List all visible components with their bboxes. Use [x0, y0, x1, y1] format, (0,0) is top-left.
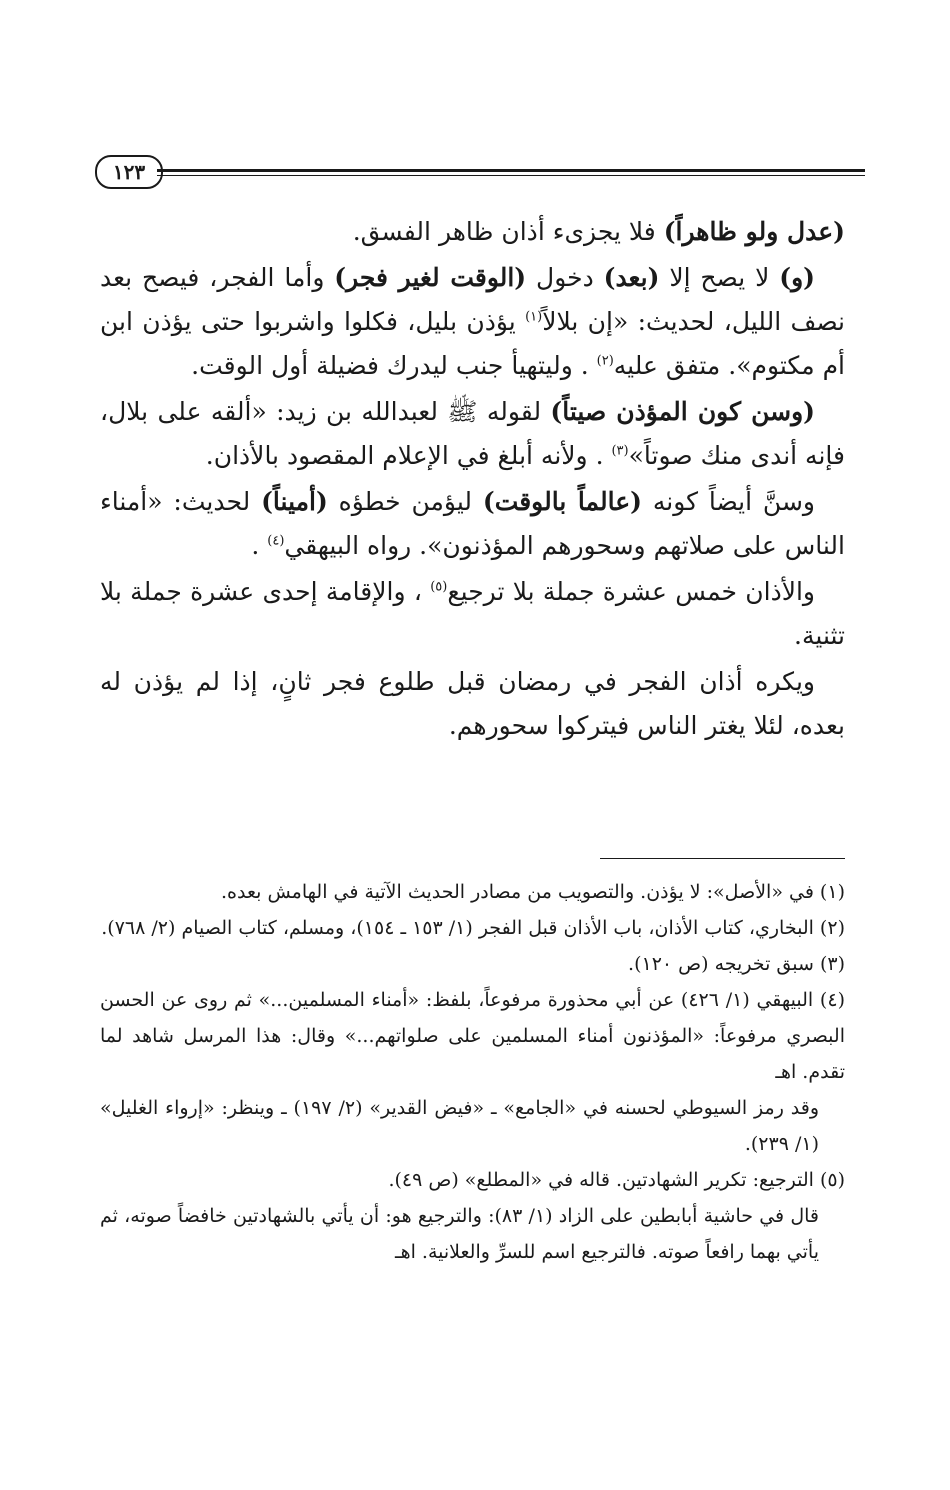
footnote-4-continued: وقد رمز السيوطي لحسنه في «الجامع» ـ «فيض القدير» (٢/ ١٩٧) ـ وينظر: «إرواء الغليل» (١/ ٢٣٩). — [100, 1097, 819, 1155]
footnote-ref-3: (٣) — [611, 443, 629, 459]
paragraph-3 — [100, 390, 845, 478]
text-span: . ولأنه أبلغ في الإعلام المقصود بالأذان. — [205, 441, 612, 470]
page-number: ١٢٣ — [95, 155, 163, 189]
text-span: وأما الفجر، فيصح بعد نصف الليل، لحديث: «إن بلالاً — [100, 263, 845, 336]
text-span: . وليتهيأ جنب ليدرك فضيلة أول الوقت. — [191, 351, 597, 380]
bold-term: (وسن كون المؤذن صيتاً) — [550, 397, 815, 426]
text-span: وسنَّ أيضاً كونه — [641, 487, 815, 516]
footnote-ref-5: (٥) — [430, 579, 448, 595]
main-text — [100, 210, 845, 750]
text-span: دخول — [526, 263, 604, 292]
footnotes — [100, 874, 845, 1270]
bold-term: (عالماً بالوقت) — [482, 487, 642, 516]
footnote-ref-2: (٢) — [596, 353, 614, 369]
bold-term: (أميناً) — [261, 487, 328, 516]
footnote-1: (١) في «الأصل»: لا يؤذن. والتصويب من مصادر الحديث الآتية في الهامش بعده. — [221, 881, 845, 903]
bold-term: (الوقت لغير فجر) — [334, 263, 527, 292]
text-span: يؤذن بليل، فكلوا واشربوا حتى يؤذن ابن أم مكتوم». متفق عليه — [100, 307, 845, 380]
text-span: لا يصح إلا — [659, 263, 780, 292]
text-span: فلا يجزىء أذان ظاهر الفسق. — [352, 217, 664, 246]
paragraph-5 — [100, 570, 845, 658]
bold-term: (عدل ولو ظاهراً) — [663, 217, 845, 246]
footnote-5-continued: قال في حاشية أبابطين على الزاد (١/ ٨٣): والترجيع هو: أن يأتي بالشهادتين خافضاً صوته، ثم يأتي بهما رافعاً صوته. فالترجيع اسم للسرِّ والعلانية. اهـ — [100, 1205, 819, 1263]
text-span: ليؤمن خطؤه — [327, 487, 483, 516]
text-span: ، والإقامة إحدى عشرة جملة بلا تثنية. — [100, 577, 845, 650]
paragraph-2 — [100, 256, 845, 388]
paragraph-6: ويكره أذان الفجر في رمضان قبل طلوع فجر ثانٍ، إذا لم يؤذن له بعده، لئلا يغتر الناس فيتركوا سحورهم. — [100, 667, 845, 740]
footnote-2: (٢) البخاري، كتاب الأذان، باب الأذان قبل الفجر (١/ ١٥٣ ـ ١٥٤)، ومسلم، كتاب الصيام (٢/ ٧٦٨). — [101, 917, 845, 939]
bold-term: (و) — [779, 263, 815, 292]
footnote-3: (٣) سبق تخريجه (ص ١٢٠). — [628, 953, 845, 975]
text-span: لقوله ﷺ لعبدالله بن زيد: «ألقه على بلال، فإنه أندى منك صوتاً» — [100, 397, 845, 470]
page-header — [95, 155, 865, 189]
header-rule-thin — [157, 175, 865, 176]
footnote-separator — [600, 858, 845, 859]
footnote-5: (٥) الترجيع: تكرير الشهادتين. قاله في «المطلع» (ص ٤٩). — [388, 1169, 845, 1191]
paragraph-1 — [100, 210, 845, 254]
header-rule — [157, 169, 865, 172]
footnote-ref-4: (٤) — [267, 533, 285, 549]
text-span: . — [251, 531, 268, 560]
text-span: لحديث: «أمناء الناس على صلاتهم وسحورهم المؤذنون». رواه البيهقي — [100, 487, 845, 560]
bold-term: (بعد) — [603, 263, 660, 292]
footnote-4: (٤) البيهقي (١/ ٤٢٦) عن أبي محذورة مرفوعاً، بلفظ: «أمناء المسلمين...» ثم روى عن الحسن البصري مرفوعاً: «المؤذنون أمناء المسلمين على صلواتهم...» وقال: هذا المرسل شاهد لما تقدم. اهـ — [100, 989, 845, 1083]
paragraph-4 — [100, 480, 845, 568]
text-span: والأذان خمس عشرة جملة بلا ترجيع — [447, 577, 815, 606]
footnote-ref-1: (١) — [525, 309, 543, 325]
